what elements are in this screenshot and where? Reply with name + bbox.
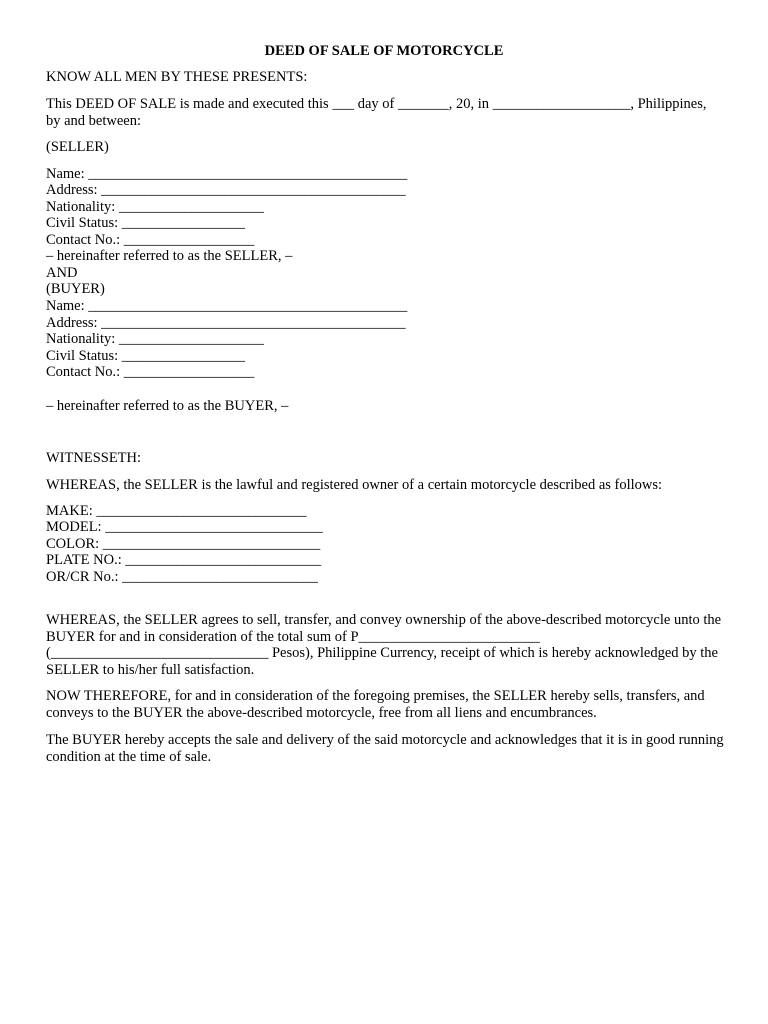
document-title: DEED OF SALE OF MOTORCYCLE — [264, 43, 504, 59]
witnesseth-heading: WITNESSETH: — [46, 450, 142, 466]
seller-referred-line: – hereinafter referred to as the SELLER, – — [46, 248, 293, 264]
now-therefore-paragraph: NOW THEREFORE, for and in consideration of the foregoing premises, the SELLER hereby sells, transfers, and conveys to the BUYER the above-described motorcycle, free from all liens and encumbrances. — [46, 688, 705, 721]
color-field: COLOR: ______________________________ — [46, 536, 321, 552]
buyer-accepts-paragraph: The BUYER hereby accepts the sale and delivery of the said motorcycle and acknowledges that it is in good running condition at the time of sale. — [46, 732, 724, 765]
buyer-civil-status-field: Civil Status: _________________ — [46, 348, 245, 364]
seller-address-field: Address: __________________________________________ — [46, 182, 406, 198]
and-line: AND — [46, 265, 78, 281]
buyer-referred-line: – hereinafter referred to as the BUYER, – — [46, 398, 289, 414]
made-executed-paragraph: This DEED OF SALE is made and executed this ___ day of _______, 20, in ___________________, Philippines, by and between: — [46, 96, 707, 129]
whereas-owner-paragraph: WHEREAS, the SELLER is the lawful and registered owner of a certain motorcycle described as follows: — [46, 477, 663, 493]
intro-line: KNOW ALL MEN BY THESE PRESENTS: — [46, 69, 308, 85]
seller-contact-field: Contact No.: __________________ — [46, 232, 255, 248]
buyer-address-field: Address: __________________________________________ — [46, 315, 406, 331]
buyer-name-field: Name: ____________________________________________ — [46, 298, 408, 314]
seller-nationality-field: Nationality: ____________________ — [46, 199, 264, 215]
plate-no-field: PLATE NO.: ___________________________ — [46, 552, 322, 568]
buyer-heading: (BUYER) — [46, 281, 105, 297]
buyer-contact-field: Contact No.: __________________ — [46, 364, 255, 380]
buyer-nationality-field: Nationality: ____________________ — [46, 331, 264, 347]
whereas-agree-paragraph: WHEREAS, the SELLER agrees to sell, transfer, and convey ownership of the above-described motorcycle unto the BUYER for and in consideration of the total sum of P_________________________ (______________________________ Pesos), Philippine Currency, receipt of which is hereby acknowledged by the SELLER to his/her full satisfaction. — [46, 612, 722, 678]
seller-civil-status-field: Civil Status: _________________ — [46, 215, 245, 231]
seller-heading: (SELLER) — [46, 139, 109, 155]
model-field: MODEL: ______________________________ — [46, 519, 323, 535]
make-field: MAKE: _____________________________ — [46, 503, 307, 519]
orcr-no-field: OR/CR No.: ___________________________ — [46, 569, 318, 585]
seller-name-field: Name: ____________________________________________ — [46, 166, 408, 182]
